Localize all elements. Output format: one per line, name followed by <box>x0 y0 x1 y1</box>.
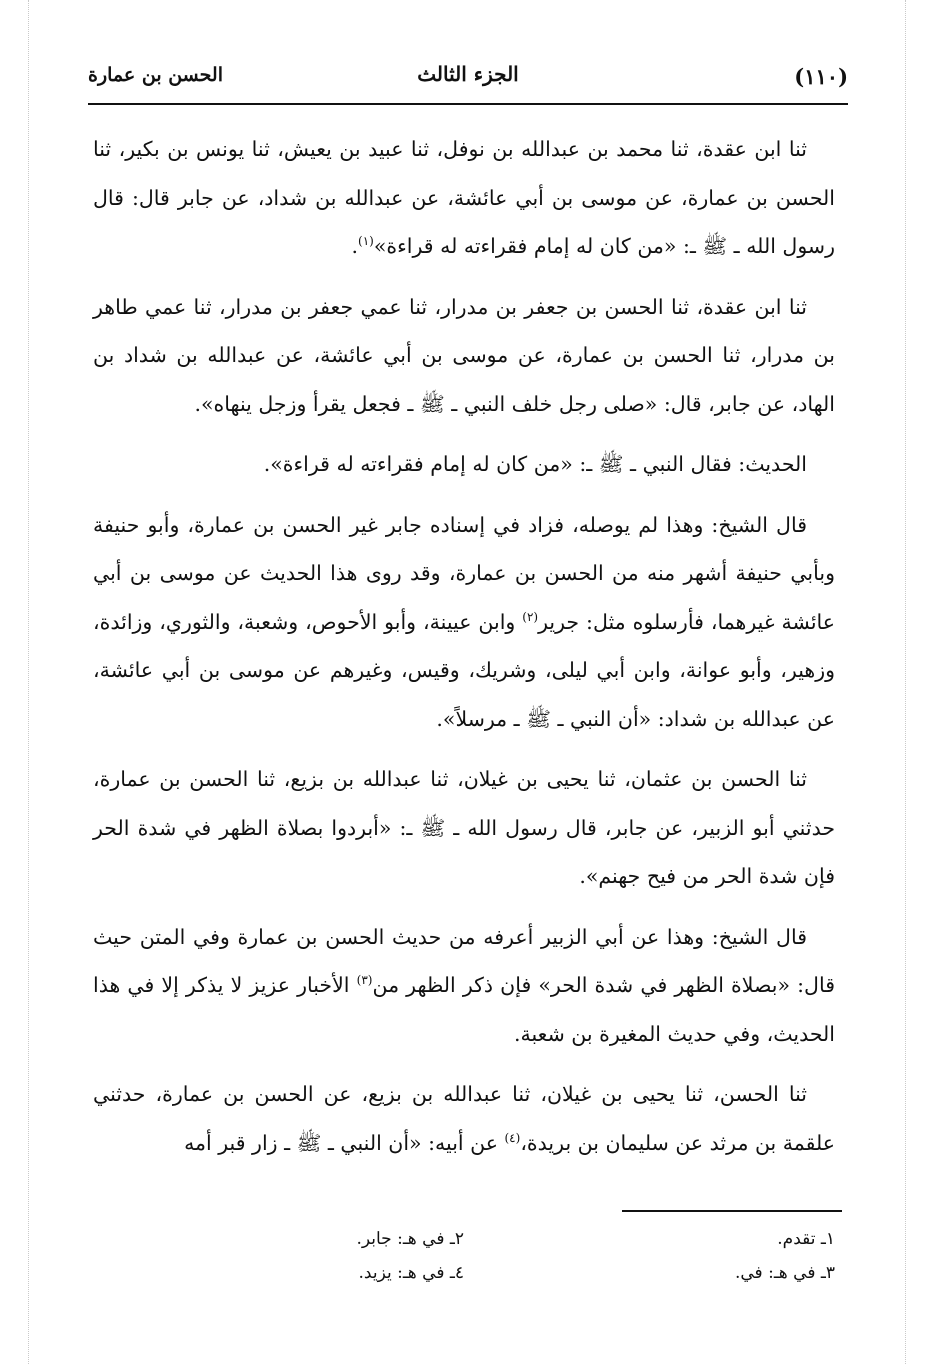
footnote-4: ٤ـ في هـ: يزيد. <box>358 1263 464 1283</box>
paragraph-text: قال الشيخ: وهذا لم يوصله، فزاد في إسناده جابر غير الحسن بن عمارة، وأبو حنيفة وبأبي حنيفة أشهر منه من الحسن بن عمارة، وقد روى هذا الحديث عن موسى بن أبي عائشة غيرهما، فأرسلوه مثل: جرير <box>93 512 835 634</box>
main-text <box>93 125 835 1179</box>
paragraph-tail: . <box>351 234 358 258</box>
paragraph-tail: وابن عيينة، وأبو الأحوص، وشعبة، والثوري، وزائدة، وزهير، وأبو عوانة، وابن أبي ليلى، وشريك، وقيس، وغيرهم عن موسى بن أبي عائشة، عن عبدالله بن شداد: «أن النبي ـ ﷺ ـ مرسلاً». <box>93 609 835 731</box>
margin-dots-right <box>905 0 907 1364</box>
paragraph-tail: عن أبيه: «أن النبي ـ ﷺ ـ زار قبر أمه <box>184 1130 505 1155</box>
footnote-row <box>93 1222 835 1256</box>
margin-dots-left <box>28 0 30 1364</box>
footnotes <box>93 1222 835 1290</box>
paragraph-text: الحديث: فقال النبي ـ ﷺ ـ: «من كان له إمام فقراءته له قراءة». <box>263 452 807 476</box>
page-header <box>88 58 848 98</box>
page-number: (١١٠) <box>794 64 848 89</box>
paragraph <box>93 755 835 901</box>
paragraph <box>93 913 835 1059</box>
paragraph <box>93 501 835 744</box>
header-rule <box>88 103 848 105</box>
part-title: الجزء الثالث <box>417 62 519 86</box>
footnote-row <box>93 1256 835 1290</box>
paragraph-text: قال الشيخ: وهذا عن أبي الزبير أعرفه من حديث الحسن بن عمارة وفي المتن حيث قال: «بصلاة الظهر في شدة الحر» فإن ذكر الظهر من <box>93 924 835 997</box>
paragraph-text: ثنا ابن عقدة، ثنا الحسن بن جعفر بن مدرار، ثنا عمي جعفر بن مدرار، ثنا عمي طاهر بن مدرار، ثنا الحسن بن عمارة، عن موسى بن أبي عائشة، عن عبدالله بن شداد بن الهاد، عن جابر، قال: «صلى رجل خلف النبي ـ ﷺ ـ فجعل يقرأ وزجل ينهاه». <box>93 294 835 416</box>
paragraph <box>93 1070 835 1167</box>
paragraph-text: ثنا ابن عقدة، ثنا محمد بن عبدالله بن نوفل، ثنا عبيد بن يعيش، ثنا يونس بن بكير، ثنا الحسن بن عمارة، عن موسى بن أبي عائشة، عن عبدالله بن شداد، عن جابر قال: قال رسول الله ـ ﷺ ـ: «من كان له إمام فقراءته له قراءة» <box>93 137 835 258</box>
paragraph-text: ثنا الحسن بن عثمان، ثنا يحيى بن غيلان، ثنا عبدالله بن بزيع، ثنا الحسن بن عمارة، حدثني أبو الزبير، عن جابر، قال رسول الله ـ ﷺ ـ: «أبردوا بصلاة الظهر في شدة الحر فإن شدة الحر من فيح جهنم». <box>93 767 835 888</box>
running-title: الحسن بن عمارة <box>88 64 223 86</box>
paragraph <box>93 440 835 489</box>
footnote-ref: (٣) <box>356 973 373 988</box>
footnote-rule <box>622 1210 842 1212</box>
footnote-2: ٢ـ في هـ: جابر. <box>356 1229 464 1249</box>
footnote-ref: (١) <box>358 234 374 249</box>
footnote-ref: (٢) <box>522 609 539 624</box>
footnote-1: ١ـ تقدم. <box>777 1229 835 1249</box>
footnote-3: ٣ـ في هـ: في. <box>734 1263 835 1283</box>
paragraph <box>93 125 835 271</box>
paragraph-text: ثنا الحسن، ثنا يحيى بن غيلان، ثنا عبدالله بن بزيع، عن الحسن بن عمارة، حدثني علقمة بن مرثد عن سليمان بن بريدة، <box>93 1082 835 1155</box>
paragraph-tail: الأخبار عزيز لا يذكر إلا في هذا الحديث، وفي حديث المغيرة بن شعبة. <box>93 973 835 1046</box>
paragraph <box>93 283 835 429</box>
footnote-ref: (٤) <box>504 1130 521 1145</box>
